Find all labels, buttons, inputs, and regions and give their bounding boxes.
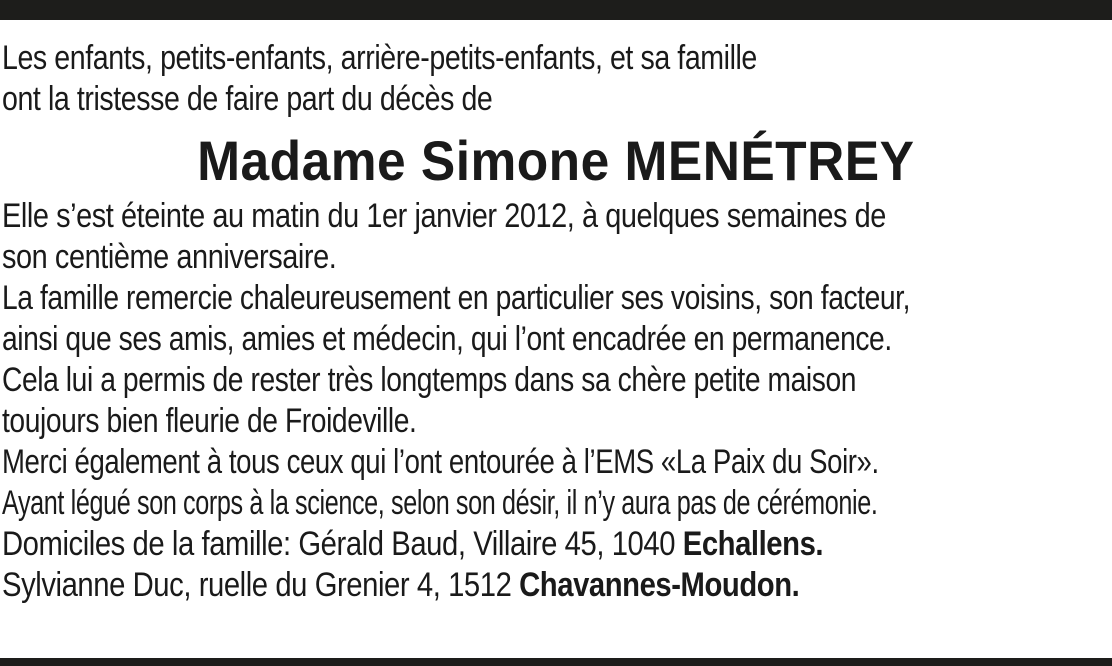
- bottom-rule: [0, 658, 1112, 666]
- body-line: Ayant légué son corps à la science, selon son désir, il n’y aura pas de cérémonie.: [2, 484, 878, 522]
- body-line: Cela lui a permis de rester très longtemps dans sa chère petite maison: [2, 361, 857, 399]
- body-line: Elle s’est éteinte au matin du 1er janvier 2012, à quelques semaines de: [2, 197, 886, 235]
- city-name: Chavannes-Moudon.: [519, 566, 800, 604]
- body-line: toujours bien fleurie de Froideville.: [2, 402, 417, 440]
- header-line: ont la tristesse de faire part du décès de: [2, 80, 493, 118]
- body-line: La famille remercie chaleureusement en particulier ses voisins, son facteur,: [2, 279, 911, 317]
- body-line: ainsi que ses amis, amies et médecin, qui l’ont encadrée en permanence.: [2, 320, 892, 358]
- body-line: Merci également à tous ceux qui l’ont entourée à l’EMS «La Paix du Soir».: [2, 443, 879, 481]
- body-line: son centième anniversaire.: [2, 238, 337, 276]
- address-line: Domiciles de la famille: Gérald Baud, Villaire 45, 1040 Echallens.: [2, 525, 824, 563]
- top-rule: [0, 0, 1112, 20]
- obituary-notice: [2, 38, 1110, 606]
- address-line: Sylvianne Duc, ruelle du Grenier 4, 1512 Chavannes-Moudon.: [2, 566, 800, 604]
- header-line: Les enfants, petits-enfants, arrière-petits-enfants, et sa famille: [2, 39, 757, 77]
- deceased-name: Madame Simone MENÉTREY: [197, 129, 915, 192]
- city-name: Echallens.: [682, 525, 824, 563]
